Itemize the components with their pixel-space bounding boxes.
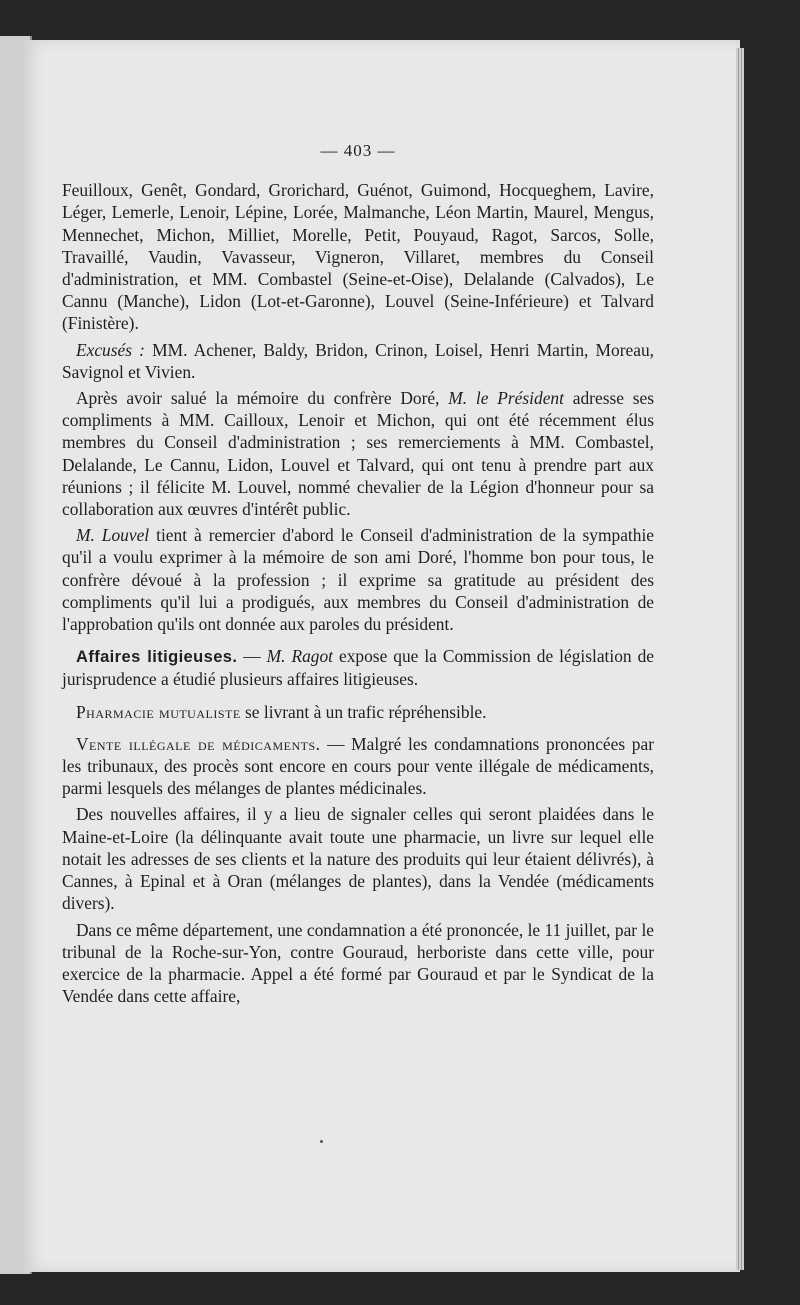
attendees-paragraph: Feuilloux, Genêt, Gondard, Grorichard, Guénot, Guimond, Hocqueghem, Lavire, Léger, Lemerle, Lenoir, Lépine, Lorée, Malmanche, Léon Martin, Maurel, Mengus, Mennechet, Michon, Milliet, Morelle, Petit, Pouyaud, Ragot, Sarcos, Solle, Travaillé, Vaudin, Vavasseur, Vigneron, Villaret, membres du Conseil d'administration, et MM. Combastel (Seine-et-Oise), Delalande (Calvados), Le Cannu (Manche), Lidon (Lot-et-Garonne), Louvel (Seine-Inférieure) et Talvard (Finistère).	[62, 180, 654, 334]
vente-illegale-text: — Malgré les condamnations prononcées par les tribunaux, des procès sont encore en cours pour vente illégale de médicaments, parmi lesquels des mélanges de plantes médicinales.	[62, 733, 654, 799]
ragot-text: expose que la Commission de législation de jurisprudence a étudié plusieurs affaires litigieuses.	[62, 646, 654, 690]
affaires-litigieuses-paragraph	[62, 645, 654, 690]
pharmacie-mutualiste-label: Pharmacie mutualiste	[76, 701, 241, 722]
louvel-name: M. Louvel	[76, 525, 150, 546]
ragot-name: M. Ragot	[266, 646, 334, 667]
page-number: — 403 —	[320, 141, 396, 160]
president-text-a: Après avoir salué la mémoire du confrère Doré,	[76, 388, 449, 409]
president-paragraph	[62, 387, 654, 520]
louvel-text: tient à remercier d'abord le Conseil d'administration de la sympathie qu'il a voulu exprimer à la mémoire de son ami Doré, l'homme bon pour tous, le confrère dévoué à la profession ; il exprime sa gratitude au président des compliments qu'il lui a prodigués, aux membres du Conseil d'administration de l'approbation qu'ils ont donnée aux paroles du président.	[62, 525, 654, 635]
excused-text: MM. Achener, Baldy, Bridon, Crinon, Loisel, Henri Martin, Moreau, Savignol et Vivien.	[62, 339, 654, 382]
section-heading: Affaires litigieuses.	[76, 648, 238, 667]
pharmacie-mutualiste-text: se livrant à un trafic répréhensible.	[240, 701, 487, 722]
page-stack-edge	[736, 48, 744, 1270]
pharmacie-mutualiste-paragraph	[62, 701, 654, 723]
nouvelles-affaires-paragraph: Des nouvelles affaires, il y a lieu de signaler celles qui seront plaidées dans le Maine-et-Loire (la délinquante avait toute une pharmacie, un livre sur lequel elle notait les adresses de ses clients et la nature des produits qui leur étaient délivrés), à Cannes, à Epinal et à Oran (mélanges de plantes), dans la Vendée (médicaments divers).	[62, 804, 654, 914]
vente-illegale-label: Vente illégale de médicaments.	[76, 733, 321, 754]
page-content	[62, 140, 654, 1011]
ink-speck	[320, 1140, 323, 1143]
president-text-b: adresse ses compliments à MM. Cailloux, Lenoir et Michon, qui ont été récemment élus membres du Conseil d'administration ; ses remerciements à MM. Combastel, Delalande, Le Cannu, Lidon, Louvel et Talvard, qui ont tenu à prendre part aux réunions ; il félicite M. Louvel, nommé chevalier de la Légion d'honneur pour sa collaboration aux œuvres d'intérêt public.	[62, 388, 655, 520]
departement-paragraph: Dans ce même département, une condamnation a été prononcée, le 11 juillet, par le tribunal de la Roche-sur-Yon, contre Gouraud, herboriste dans cette ville, pour exercice de la pharmacie. Appel a été formé par Gouraud et par le Syndicat de la Vendée dans cette affaire,	[62, 919, 654, 1007]
president-name: M. le Président	[448, 388, 564, 409]
excused-paragraph	[62, 339, 654, 383]
heading-dash: —	[237, 646, 267, 667]
vente-illegale-paragraph	[62, 733, 654, 800]
excused-label: Excusés :	[76, 339, 145, 360]
louvel-paragraph	[62, 524, 654, 635]
book-page	[24, 40, 740, 1272]
